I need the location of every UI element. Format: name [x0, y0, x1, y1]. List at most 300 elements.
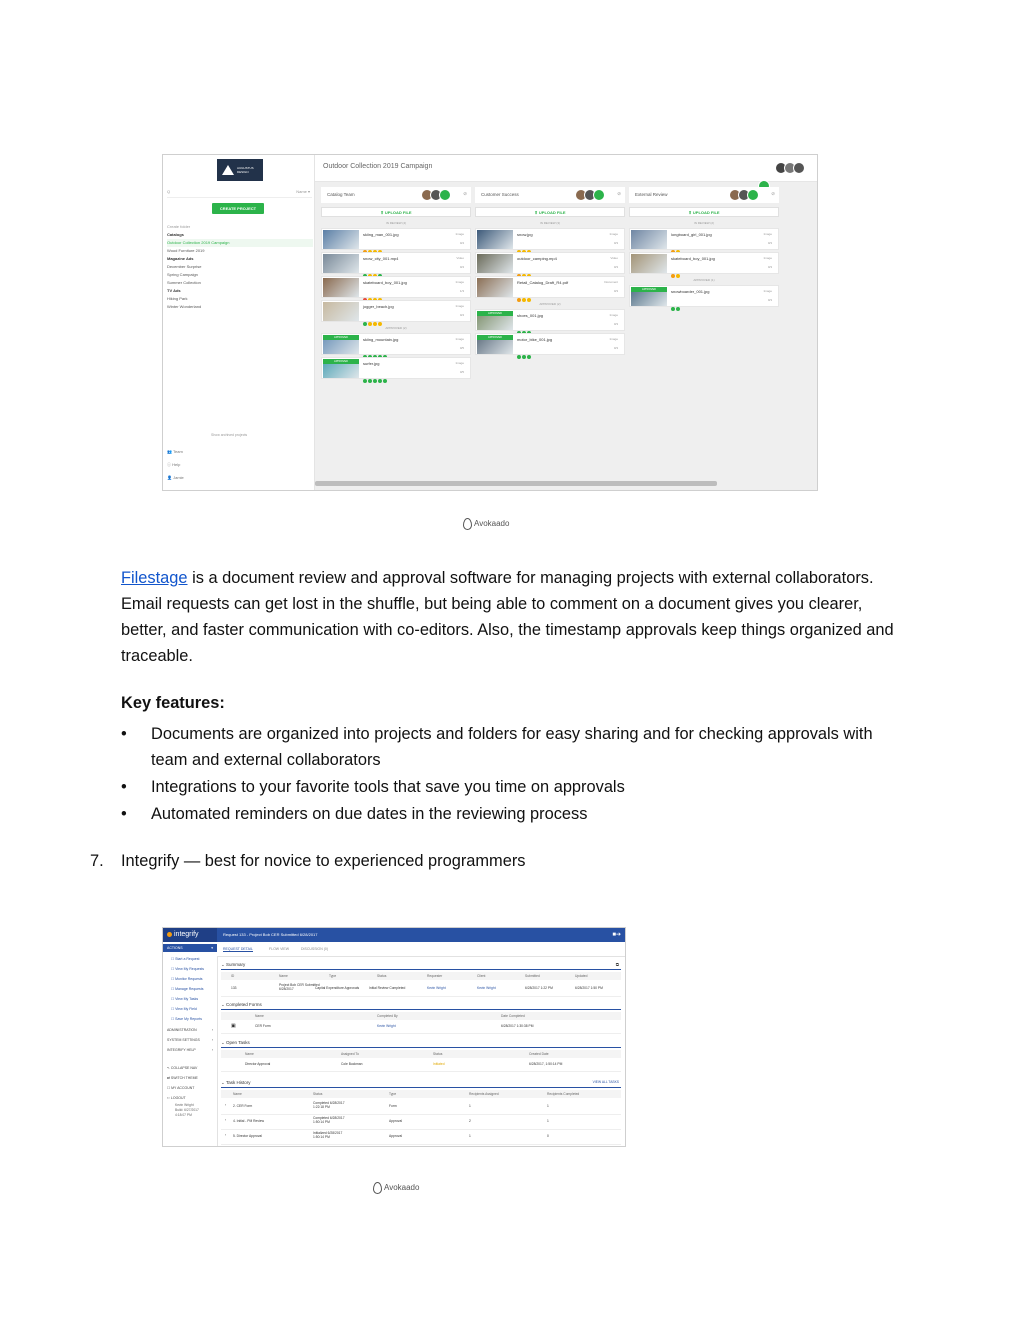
- tab-discussion[interactable]: DISCUSSION (0): [301, 947, 329, 951]
- file-type: Image: [455, 280, 464, 284]
- upload-file-button[interactable]: ⬆ UPLOAD FILE: [629, 207, 779, 217]
- list-item: [121, 721, 911, 773]
- review-status-dot: [368, 379, 372, 383]
- horizontal-scrollbar[interactable]: [315, 481, 717, 486]
- cell: Completed 6/28/2017 1:22:18 PM: [313, 1101, 345, 1109]
- logo-text: AUGUSTUS DESIGN: [237, 166, 254, 174]
- nav-item[interactable]: Wood Furniture 2019: [167, 248, 205, 253]
- col-header: Recipients Completed: [547, 1092, 580, 1096]
- review-status: [363, 370, 388, 375]
- list-item: [121, 774, 911, 800]
- col-header: Status: [433, 1052, 443, 1056]
- file-name[interactable]: Retail_Catalog_Draft_R4.pdf: [517, 280, 569, 285]
- tasks-table-header: [221, 1050, 621, 1058]
- cell: Initial Review Completed: [369, 986, 406, 990]
- history-row[interactable]: [221, 1115, 621, 1130]
- upload-file-button[interactable]: ⬆ UPLOAD FILE: [321, 207, 471, 217]
- file-thumbnail[interactable]: [477, 278, 513, 297]
- file-card[interactable]: [629, 228, 779, 250]
- review-status: [363, 289, 383, 294]
- bullet-icon: •: [121, 725, 127, 743]
- actions-header[interactable]: [163, 944, 217, 952]
- sidebar-group-label: ADMINISTRATION: [167, 1028, 197, 1032]
- file-name[interactable]: snow.jpg: [517, 232, 533, 237]
- upload-label: UPLOAD FILE: [538, 210, 566, 215]
- cell: 6/28/2017 1:22 PM: [525, 986, 553, 990]
- sidebar-item[interactable]: ☐ Save My Reports: [171, 1017, 202, 1021]
- status-badge: Initiated: [433, 1062, 445, 1066]
- file-type: Image: [609, 232, 618, 236]
- user-link[interactable]: 👤 Jamie: [167, 475, 184, 480]
- section-title: Open Tasks: [226, 1040, 250, 1045]
- sidebar-item[interactable]: ☐ Monitor Requests: [171, 977, 203, 981]
- sidebar-item-label: Save My Reports: [175, 1017, 202, 1021]
- file-name[interactable]: jogger_beach.jpg: [363, 304, 394, 309]
- file-card[interactable]: [321, 276, 471, 298]
- project-nav: [167, 223, 313, 311]
- cell: Completed 6/28/2017 1:50:14 PM: [313, 1116, 345, 1124]
- cell: 133: [231, 986, 237, 990]
- cell: CER Form: [255, 1024, 271, 1028]
- collapse-nav-link[interactable]: ↖ COLLAPSE NAV: [167, 1066, 198, 1070]
- nav-group[interactable]: TV Ads: [167, 288, 181, 293]
- user-info: [175, 1103, 199, 1118]
- approved-badge: APPROVED: [631, 287, 667, 292]
- summary-section-header[interactable]: ⌄ Summary ⧉: [221, 960, 621, 970]
- key-features-heading: Key features:: [121, 694, 225, 712]
- section-label[interactable]: IN REVIEW (3): [539, 221, 561, 225]
- avokaado-caption-2: [373, 1182, 419, 1194]
- team-avatars[interactable]: [761, 161, 811, 175]
- file-name[interactable]: motor_bike_001.jpg: [517, 337, 553, 342]
- paragraph-text: is a document review and approval software for managing projects with external collaborators. Email requests can get lost in the shuffle, but being able to comment on a document gives you clearer, better, and faster communication with co-editors. Also, the timestamp approvals keep things organized and traceable.: [121, 569, 894, 665]
- file-type: Image: [455, 304, 464, 308]
- col-header: Name: [255, 1014, 264, 1018]
- file-name[interactable]: outdoor_camping.mp4: [517, 256, 557, 261]
- file-type: Image: [609, 313, 618, 317]
- cell: Approval: [389, 1134, 403, 1138]
- show-archived-link[interactable]: Show archived projects: [211, 433, 248, 437]
- review-status: [517, 322, 532, 327]
- help-label: Help: [172, 462, 181, 467]
- file-card[interactable]: [629, 252, 779, 274]
- comment-count: 0/3: [613, 289, 618, 293]
- avokaado-caption-1: [463, 518, 509, 530]
- cell: Approval: [389, 1119, 403, 1123]
- search-placeholder: Q: [167, 189, 171, 194]
- build-time: 4:18:07 PM: [175, 1113, 192, 1117]
- cell: 1: [547, 1104, 549, 1108]
- summary-row: [221, 982, 621, 997]
- file-thumbnail[interactable]: [323, 302, 359, 321]
- requester-link[interactable]: Kevin Wright: [427, 986, 446, 990]
- review-status-dot: [363, 379, 367, 383]
- file-thumbnail[interactable]: [477, 254, 513, 273]
- integrify-sidebar: [163, 942, 218, 1146]
- sidebar-group-label: SYSTEM SETTINGS: [167, 1038, 200, 1042]
- comment-count: 0/4: [459, 241, 464, 245]
- review-status: [517, 346, 532, 351]
- logout-link[interactable]: ⇦ LOGOUT: [167, 1096, 186, 1100]
- comment-count: 0/3: [767, 265, 772, 269]
- column-header: [475, 187, 625, 203]
- list-item-text: Documents are organized into projects and folders for easy sharing and for checking approvals with team and external collaborators: [151, 725, 873, 769]
- nav-item[interactable]: Hiking Park: [167, 296, 188, 301]
- col-header: Type: [329, 974, 337, 978]
- project-search-input[interactable]: [167, 189, 312, 198]
- section-label[interactable]: IN REVIEW (2): [693, 221, 715, 225]
- client-link[interactable]: Kevin Wright: [477, 986, 496, 990]
- request-tabs: [217, 942, 625, 957]
- task-history-header[interactable]: ⌄ Task History VIEW ALL TASKS: [221, 1078, 621, 1088]
- col-header: Client: [477, 974, 486, 978]
- col-header: Requester: [427, 974, 443, 978]
- file-thumbnail[interactable]: [323, 254, 359, 273]
- file-type: Image: [763, 232, 772, 236]
- sidebar-item-label: View My Tasks: [175, 997, 199, 1001]
- review-status-dot: [383, 379, 387, 383]
- chevron-right-icon: ›: [211, 1028, 213, 1032]
- avatar: [593, 189, 605, 201]
- file-type: Video: [456, 256, 464, 260]
- sidebar-item-label: View My Requests: [175, 967, 205, 971]
- request-title: Request 133 - Project Bob CER Submitted 6/28/2017: [223, 932, 318, 937]
- file-name[interactable]: snowboarder_001.jpg: [671, 289, 710, 294]
- filestage-link[interactable]: Filestage: [121, 569, 188, 587]
- review-status-dot: [671, 307, 675, 311]
- sidebar-group-label: INTEGRIFY HELP: [167, 1048, 196, 1052]
- integrify-screenshot: [162, 927, 626, 1147]
- expand-icon[interactable]: ■➔: [612, 932, 621, 938]
- file-thumbnail[interactable]: [477, 230, 513, 249]
- cell: 4. Initial - PM Review: [233, 1119, 264, 1123]
- cell: 5. Director Approval: [233, 1134, 262, 1138]
- cell: 6/28/2017, 1:50:14 PM: [529, 1062, 563, 1066]
- completed-forms-header[interactable]: ⌄ Completed Forms: [221, 1000, 621, 1010]
- col-header: Type: [389, 1092, 397, 1096]
- tasks-row: [221, 1060, 621, 1072]
- reviewer-avatars[interactable]: [575, 189, 609, 201]
- review-status: [671, 265, 681, 270]
- avokaado-logo-icon: [373, 1182, 382, 1194]
- file-thumbnail[interactable]: [323, 230, 359, 249]
- cell: 2: [469, 1119, 471, 1123]
- file-type: Image: [609, 337, 618, 341]
- col-header: Name: [245, 1052, 254, 1056]
- chevron-down-icon: ▾: [211, 946, 213, 950]
- bullet-icon: •: [121, 778, 127, 796]
- bullet-icon: •: [121, 805, 127, 823]
- section-label[interactable]: APPROVED (1): [693, 278, 715, 282]
- tab-flow-view[interactable]: FLOW VIEW: [269, 947, 290, 951]
- comment-count: 0/3: [613, 265, 618, 269]
- review-status: [363, 241, 383, 246]
- view-all-tasks-link[interactable]: VIEW ALL TASKS: [592, 1080, 619, 1084]
- file-card[interactable]: [321, 252, 471, 274]
- file-type: Image: [455, 337, 464, 341]
- chevron-right-icon: ›: [211, 1038, 213, 1042]
- sidebar-item-label: Manage Requests: [175, 987, 204, 991]
- avatar: [793, 162, 805, 174]
- history-row[interactable]: [221, 1100, 621, 1115]
- col-header: Assigned To: [341, 1052, 359, 1056]
- file-type: Video: [610, 256, 618, 260]
- comment-count: 0/4: [459, 265, 464, 269]
- avatar: [439, 189, 451, 201]
- cell: 0: [547, 1134, 549, 1138]
- col-header: ID: [231, 974, 235, 978]
- completed-by-link[interactable]: Kevin Wright: [377, 1024, 396, 1028]
- reviewer-avatars[interactable]: [421, 189, 455, 201]
- cell: 6/28/2017 1:30:38 PM: [501, 1024, 534, 1028]
- column-header: [629, 187, 779, 203]
- file-card[interactable]: [321, 357, 471, 379]
- forms-row: [221, 1022, 621, 1034]
- create-folder-link[interactable]: Create folder: [167, 224, 191, 229]
- review-status: [671, 241, 681, 246]
- section-label[interactable]: APPROVED (2): [385, 326, 407, 330]
- file-card[interactable]: [475, 276, 625, 298]
- file-card[interactable]: [321, 333, 471, 355]
- project-header: [315, 155, 817, 182]
- chevron-right-icon[interactable]: ›: [225, 1103, 227, 1107]
- filestage-sidebar: [163, 155, 315, 490]
- review-status-dot: [373, 379, 377, 383]
- col-header: Status: [377, 974, 387, 978]
- section-label[interactable]: APPROVED (2): [539, 302, 561, 306]
- approved-badge: APPROVED: [323, 335, 359, 340]
- file-card[interactable]: [321, 300, 471, 322]
- user-name: Kevin Wright: [175, 1103, 194, 1107]
- my-account-label: MY ACCOUNT: [171, 1086, 195, 1090]
- review-status: [517, 265, 532, 270]
- section-title: Completed Forms: [226, 1002, 262, 1007]
- column-name[interactable]: Customer Success: [481, 192, 519, 197]
- sidebar-item[interactable]: ☐ View My Tasks: [171, 997, 199, 1001]
- history-row[interactable]: [221, 1130, 621, 1145]
- key-features-list: [121, 721, 911, 828]
- comment-count: 0/4: [459, 313, 464, 317]
- switch-theme-label: SWITCH THEME: [170, 1076, 198, 1080]
- file-type: Image: [455, 361, 464, 365]
- review-status-dot: [378, 379, 382, 383]
- sidebar-group[interactable]: [163, 1046, 217, 1054]
- sort-dropdown[interactable]: Name ▾: [296, 189, 310, 194]
- nav-item-active[interactable]: Outdoor Collection 2019 Campaign: [167, 239, 313, 247]
- review-status: [363, 265, 383, 270]
- sidebar-item-label: Monitor Requests: [175, 977, 203, 981]
- summary-table-header: [221, 972, 621, 980]
- section-title: Task History: [225, 1080, 251, 1085]
- comment-count: 0/3: [767, 298, 772, 302]
- review-status-dot: [676, 307, 680, 311]
- file-name[interactable]: skateboard_boy_001.jpg: [363, 280, 407, 285]
- logout-label: LOGOUT: [170, 1096, 186, 1100]
- sidebar-item-label: Start a Request: [175, 957, 200, 961]
- external-link-icon[interactable]: ⧉: [615, 962, 619, 967]
- forms-table-header: [221, 1012, 621, 1020]
- sidebar-group[interactable]: [163, 1026, 217, 1034]
- list-number: 7.: [90, 852, 104, 870]
- file-type: Image: [763, 289, 772, 293]
- approved-badge: APPROVED: [477, 335, 513, 340]
- file-card[interactable]: [475, 228, 625, 250]
- reviewer-avatars[interactable]: [729, 189, 763, 201]
- chevron-right-icon[interactable]: ›: [225, 1118, 227, 1122]
- open-tasks-header[interactable]: ⌄ Open Tasks: [221, 1038, 621, 1048]
- cell: Initialized 6/28/2017 1:50:14 PM: [313, 1131, 343, 1139]
- review-status: [517, 241, 532, 246]
- filestage-logo: [217, 159, 263, 181]
- cell: Capital Expenditure Approvals: [315, 986, 360, 990]
- chevron-right-icon[interactable]: ›: [225, 1133, 227, 1137]
- form-icon[interactable]: ▣: [231, 1023, 236, 1029]
- file-name[interactable]: snow_city_001.mp4: [363, 256, 399, 261]
- comment-count: 0/5: [459, 370, 464, 374]
- approved-badge: APPROVED: [323, 359, 359, 364]
- file-thumbnail[interactable]: [631, 254, 667, 273]
- col-header: Created Date: [529, 1052, 549, 1056]
- nav-item[interactable]: Summer Collection: [167, 280, 201, 285]
- nav-item[interactable]: December Surprise: [167, 264, 202, 269]
- review-status: [671, 298, 681, 303]
- file-card[interactable]: [629, 285, 779, 307]
- file-name[interactable]: skiing_man_001.jpg: [363, 232, 399, 237]
- actions-label: ACTIONS: [167, 946, 183, 950]
- bottom-nav: [167, 445, 307, 484]
- sidebar-item[interactable]: ☐ View My Field: [171, 1007, 197, 1011]
- list-item-text: Integrify — best for novice to experienced programmers: [121, 852, 526, 870]
- help-link[interactable]: ⓘ Help: [167, 462, 181, 467]
- cell: 2. CER Form: [233, 1104, 253, 1108]
- comment-count: 0/3: [613, 241, 618, 245]
- cell: Form: [389, 1104, 397, 1108]
- build-info: Build: 6/27/2017: [175, 1108, 199, 1112]
- nav-item[interactable]: Winter Wonderland: [167, 304, 202, 309]
- col-header: Status: [313, 1092, 323, 1096]
- link-icon[interactable]: ⊘: [617, 191, 621, 196]
- comment-count: 0/5: [459, 346, 464, 350]
- review-status: [363, 346, 388, 351]
- file-name[interactable]: shoes_001.jpg: [517, 313, 544, 318]
- col-header: Updated: [575, 974, 588, 978]
- file-type: Document: [604, 280, 618, 284]
- logo-text: integrify: [174, 931, 199, 938]
- col-header: Completed By: [377, 1014, 398, 1018]
- review-status: [517, 289, 532, 294]
- file-card[interactable]: [321, 228, 471, 250]
- team-link[interactable]: 👥 Team: [167, 449, 183, 454]
- switch-theme-link[interactable]: ⇄ SWITCH THEME: [167, 1076, 198, 1080]
- sidebar-item[interactable]: ☐ Manage Requests: [171, 987, 204, 991]
- file-name[interactable]: skateboard_boy_001.jpg: [671, 256, 715, 261]
- project-title: Outdoor Collection 2019 Campaign: [323, 163, 433, 170]
- list-item-text: Integrations to your favorite tools that save you time on approvals: [151, 778, 625, 796]
- numbered-list-item: [90, 852, 525, 871]
- team-label: Team: [173, 449, 183, 454]
- review-status-dot: [517, 355, 521, 359]
- my-account-link[interactable]: ☐ MY ACCOUNT: [167, 1086, 195, 1090]
- upload-file-button[interactable]: ⬆ UPLOAD FILE: [475, 207, 625, 217]
- list-item-text: Automated reminders on due dates in the reviewing process: [151, 805, 588, 823]
- column-name[interactable]: External Review: [635, 192, 668, 197]
- file-name[interactable]: surfer.jpg: [363, 361, 380, 366]
- file-name[interactable]: longboard_girl_001.jpg: [671, 232, 712, 237]
- upload-label: UPLOAD FILE: [384, 210, 412, 215]
- file-thumbnail[interactable]: [631, 230, 667, 249]
- cell: 1: [469, 1134, 471, 1138]
- review-status-dot: [522, 355, 526, 359]
- link-icon[interactable]: ⊘: [463, 191, 467, 196]
- avokaado-logo-icon: [463, 518, 472, 530]
- avatar: [747, 189, 759, 201]
- list-item: [121, 801, 911, 827]
- col-header: Name: [233, 1092, 242, 1096]
- file-type: Image: [455, 232, 464, 236]
- sidebar-group[interactable]: [163, 1036, 217, 1044]
- mountain-icon: [222, 165, 234, 175]
- comment-count: 0/3: [613, 322, 618, 326]
- description-paragraph: [121, 565, 911, 669]
- tab-request-detail[interactable]: REQUEST DETAIL: [223, 947, 253, 951]
- caption-text: Avokaado: [474, 519, 510, 529]
- section-title: Summary: [226, 962, 246, 967]
- cell: 1: [469, 1104, 471, 1108]
- col-header: Recipients Assigned: [469, 1092, 499, 1096]
- col-header: Submitted: [525, 974, 540, 978]
- cell: Director Approval: [245, 1062, 271, 1066]
- review-status: [363, 313, 383, 318]
- caption-text: Avokaado: [384, 1183, 420, 1193]
- cell: 1: [547, 1119, 549, 1123]
- col-header: Name: [279, 974, 288, 978]
- nav-group[interactable]: Catalogs: [167, 232, 184, 237]
- approved-badge: APPROVED: [477, 311, 513, 316]
- link-icon[interactable]: ⊘: [771, 191, 775, 196]
- file-card[interactable]: [475, 252, 625, 274]
- upload-label: UPLOAD FILE: [692, 210, 720, 215]
- collapse-nav-label: COLLAPSE NAV: [170, 1066, 198, 1070]
- column-name[interactable]: Catalog Team: [327, 192, 355, 197]
- chevron-right-icon: ›: [211, 1048, 213, 1052]
- col-header: Date Completed: [501, 1014, 525, 1018]
- section-label[interactable]: IN REVIEW (4): [385, 221, 407, 225]
- file-thumbnail[interactable]: [323, 278, 359, 297]
- integrify-logo: [163, 928, 217, 942]
- filestage-screenshot: [162, 154, 818, 491]
- nav-item[interactable]: Spring Campaign: [167, 272, 198, 277]
- comment-count: 0/3: [613, 346, 618, 350]
- logo-dot-icon: [167, 932, 172, 937]
- nav-group[interactable]: Magazine Ads: [167, 256, 194, 261]
- sidebar-item-label: View My Field: [175, 1007, 197, 1011]
- cell: 6/28/2017 1:50 PM: [575, 986, 603, 990]
- history-table-header: [221, 1090, 621, 1098]
- file-card[interactable]: [475, 309, 625, 331]
- file-card[interactable]: [475, 333, 625, 355]
- create-project-button[interactable]: CREATE PROJECT: [212, 203, 264, 214]
- file-name[interactable]: skiing_mountain.jpg: [363, 337, 399, 342]
- review-status-dot: [527, 355, 531, 359]
- filestage-main: [315, 155, 817, 490]
- sidebar-item[interactable]: ☐ Start a Request: [171, 957, 200, 961]
- user-label: Jamie: [173, 475, 184, 480]
- comment-count: 1/3: [459, 289, 464, 293]
- cell: Cole Buckman: [341, 1062, 363, 1066]
- sidebar-item[interactable]: ☐ View My Requests: [171, 967, 205, 971]
- file-type: Image: [763, 256, 772, 260]
- column-header: [321, 187, 471, 203]
